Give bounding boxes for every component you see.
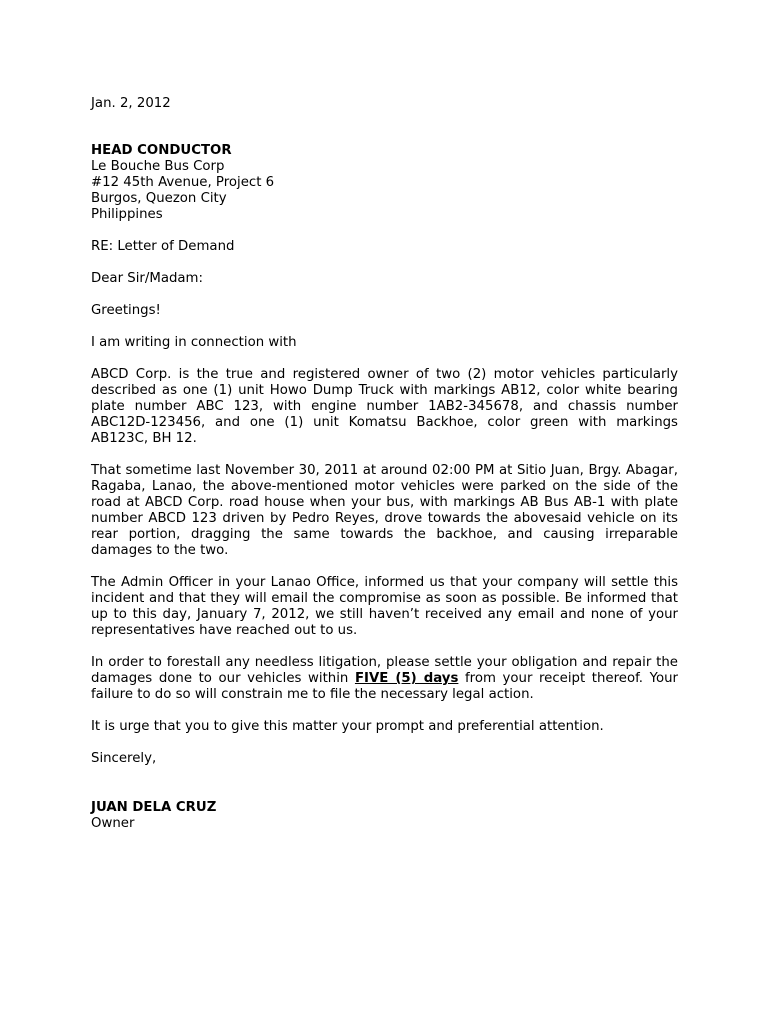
letter-subject: RE: Letter of Demand: [91, 239, 235, 254]
spacer: [91, 351, 696, 367]
spacer: [91, 255, 696, 271]
paragraph-demand: [91, 655, 678, 703]
recipient-block: [91, 143, 696, 223]
spacer: [91, 287, 696, 303]
demand-text-before: In order to forestall any needless litigation, please settle your obligation and repair the damages done to our vehicles within: [91, 655, 678, 686]
spacer: [91, 703, 696, 719]
paragraph-admin-officer: The Admin Officer in your Lanao Office, informed us that your company will settle this incident and that they will email the compromise as soon as possible. Be informed that up to this day, January 7, 2012, we still haven’t received any email and none of your representatives have reached out to us.: [91, 575, 678, 638]
signatory-name: JUAN DELA CRUZ: [91, 800, 217, 815]
spacer: [91, 112, 696, 143]
demand-text-after: from your receipt thereof. Your failure to do so will constrain me to file the necessary legal action.: [91, 671, 678, 702]
spacer: [91, 735, 696, 751]
spacer: [91, 319, 696, 335]
recipient-company: Le Bouche Bus Corp: [91, 159, 225, 174]
signatory-block: [91, 800, 696, 832]
letter-closing: Sincerely,: [91, 751, 157, 766]
paragraph-ownership: ABCD Corp. is the true and registered owner of two (2) motor vehicles particularly described as one (1) unit Howo Dump Truck with markings AB12, color white bearing plate number ABC 123, with engine number 1AB2-345678, and chassis number ABC12D-123456, and one (1) unit Komatsu Backhoe, color green with markings AB123C, BH 12.: [91, 367, 678, 446]
signature-space: [91, 767, 696, 800]
spacer: [91, 447, 696, 463]
letter-date: Jan. 2, 2012: [91, 96, 171, 111]
spacer: [91, 223, 696, 239]
signatory-position: Owner: [91, 816, 135, 831]
spacer: [91, 639, 696, 655]
spacer: [91, 559, 696, 575]
recipient-address-line2: Burgos, Quezon City: [91, 191, 227, 206]
letter-intro: I am writing in connection with: [91, 335, 297, 350]
letter-salutation: Dear Sir/Madam:: [91, 271, 203, 286]
recipient-title: HEAD CONDUCTOR: [91, 143, 232, 158]
paragraph-incident: That sometime last November 30, 2011 at around 02:00 PM at Sitio Juan, Brgy. Abagar, Ragaba, Lanao, the above-mentioned motor vehicles were parked on the side of the road at ABCD Corp. road house when your bus, with markings AB Bus AB-1 with plate number ABCD 123 driven by Pedro Reyes, drove towards the abovesaid vehicle on its rear portion, dragging the same towards the backhoe, and causing irreparable damages to the two.: [91, 463, 678, 558]
letter-greeting: Greetings!: [91, 303, 161, 318]
recipient-address-line1: #12 45th Avenue, Project 6: [91, 175, 275, 190]
demand-deadline-emphasis: FIVE (5) days: [354, 671, 459, 686]
paragraph-urge: It is urge that you to give this matter your prompt and preferential attention.: [91, 719, 604, 734]
recipient-country: Philippines: [91, 207, 163, 222]
